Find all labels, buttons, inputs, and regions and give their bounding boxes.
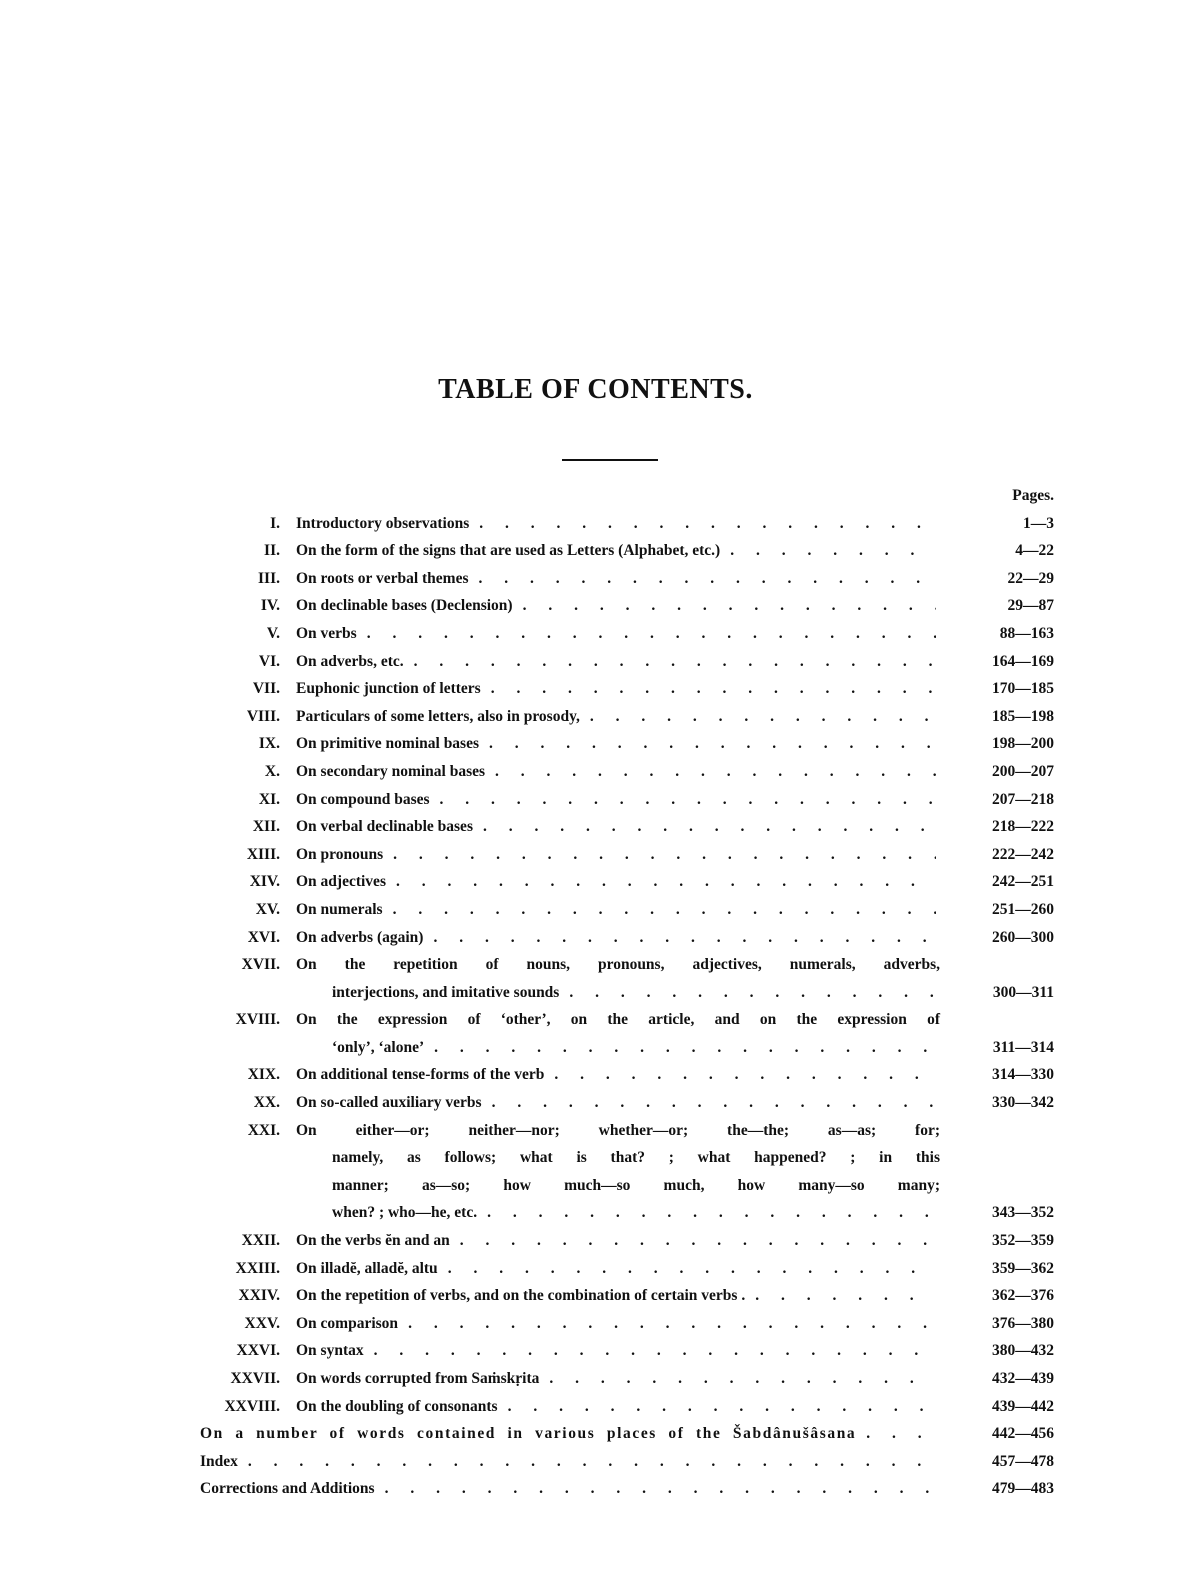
entry-line (296, 730, 1058, 758)
entry-line (296, 1089, 1058, 1117)
entry-body (296, 703, 1058, 731)
entry-line (296, 620, 1058, 648)
entry-body (296, 1061, 1058, 1089)
dot-leader (498, 1393, 936, 1421)
entry-title: Introductory observations (296, 514, 470, 532)
dot-leader (539, 1365, 936, 1393)
chapter-number: VI. (258, 652, 280, 670)
entry-body (296, 592, 1058, 620)
toc-entry[interactable] (200, 1365, 1058, 1393)
page-range: 314—330 (992, 1066, 1054, 1084)
entry-line (296, 592, 1058, 620)
chapter-number: XVI. (247, 928, 280, 946)
page-range: 439—442 (992, 1397, 1054, 1415)
entry-line (296, 537, 1058, 565)
toc-entry[interactable] (200, 648, 1058, 676)
entry-title: On comparison (296, 1314, 399, 1332)
toc-entry[interactable] (200, 565, 1058, 593)
entry-title: On adjectives (296, 873, 386, 891)
pages-column-header: Pages. (1012, 487, 1054, 504)
entry-line (296, 565, 1058, 593)
dot-leader (469, 565, 937, 593)
chapter-number: III. (258, 569, 280, 587)
toc-entry[interactable] (200, 868, 1058, 896)
entry-title: On syntax (296, 1342, 364, 1360)
toc-entry[interactable] (200, 1310, 1058, 1338)
entry-body (200, 1475, 1058, 1503)
toc-rows (200, 510, 1058, 1503)
entry-line (296, 1393, 1058, 1421)
chapter-number: IX. (258, 735, 280, 753)
entry-line (296, 868, 1058, 896)
page-range: 352—359 (992, 1232, 1054, 1250)
entry-title: interjections, and imitative sounds (332, 983, 560, 1001)
page-range: 200—207 (992, 762, 1054, 780)
entry-title: On words corrupted from Saṁskṛita (296, 1370, 540, 1387)
page-range: 260—300 (992, 928, 1054, 946)
entry-line (296, 1310, 1058, 1338)
chapter-number: XXII. (241, 1232, 280, 1250)
chapter-number: XVII. (241, 956, 280, 974)
entry-body (296, 1337, 1058, 1365)
entry-title: ‘only’, ‘alone’ (332, 1038, 425, 1056)
entry-line (200, 1420, 1058, 1448)
entry-body (296, 924, 1058, 952)
chapter-number: XV. (255, 900, 280, 918)
toc-entry[interactable] (200, 1282, 1058, 1310)
entry-title: namely, as follows; what is that? ; what happened? ; in this (332, 1149, 940, 1167)
dot-leader (473, 813, 936, 841)
entry-body (296, 565, 1058, 593)
chapter-number: XII. (252, 818, 280, 836)
chapter-number: XXVII. (230, 1370, 280, 1387)
entry-title: manner; as—so; how much—so much, how many—so many; (332, 1176, 940, 1194)
chapter-number: VII. (252, 680, 280, 698)
dot-leader (430, 786, 936, 814)
entry-title: Euphonic junction of letters (296, 680, 481, 698)
entry-line (296, 951, 1058, 979)
entry-title: On adverbs (again) (296, 928, 424, 946)
entry-title: Particulars of some letters, also in prosody, (296, 707, 580, 725)
entry-title: On the form of the signs that are used as Letters (Alphabet, etc.) (296, 542, 721, 560)
chapter-number: XXIII. (235, 1259, 280, 1277)
page-range: 362—376 (992, 1287, 1054, 1305)
entry-body (296, 841, 1058, 869)
page-range: 242—251 (992, 873, 1054, 891)
dot-leader (479, 730, 936, 758)
page-range: 442—456 (992, 1425, 1054, 1443)
entry-title: On the doubling of consonants (296, 1397, 498, 1415)
entry-line (296, 1117, 1058, 1145)
entry-title: when? ; who—he, etc. (332, 1204, 478, 1222)
toc-entry[interactable] (200, 786, 1058, 814)
entry-body (296, 786, 1058, 814)
entry-body (296, 730, 1058, 758)
dot-leader (469, 510, 936, 538)
entry-title: On the repetition of verbs, and on the combination of certain verbs . (296, 1287, 746, 1305)
entry-body (296, 1393, 1058, 1421)
page-range: 376—380 (992, 1314, 1054, 1332)
toc-entry[interactable] (200, 703, 1058, 731)
page-range: 359—362 (992, 1259, 1054, 1277)
entry-line (296, 896, 1058, 924)
page-range: 22—29 (1007, 569, 1054, 587)
toc-entry[interactable] (200, 620, 1058, 648)
chapter-number: X. (264, 762, 280, 780)
entry-line (296, 675, 1058, 703)
entry-body (296, 1117, 1058, 1227)
entry-body (200, 1448, 1058, 1476)
entry-body (296, 1365, 1058, 1393)
entry-line (296, 510, 1058, 538)
page-range: 164—169 (992, 652, 1054, 670)
page-range: 218—222 (992, 818, 1054, 836)
chapter-number: XIV. (249, 873, 280, 891)
chapter-number: XXIV. (238, 1287, 280, 1305)
entry-title: On numerals (296, 900, 383, 918)
chapter-number: XXVIII. (224, 1397, 280, 1415)
entry-line (296, 1199, 1058, 1227)
entry-line (296, 1337, 1058, 1365)
entry-line (296, 1227, 1058, 1255)
entry-body (296, 510, 1058, 538)
page-range: 222—242 (992, 845, 1054, 863)
entry-line (296, 979, 1058, 1007)
chapter-number: XXI. (247, 1121, 280, 1139)
page-range: 88—163 (999, 624, 1054, 642)
entry-line (296, 1144, 1058, 1172)
dot-leader (438, 1255, 936, 1283)
entry-title: On either—or; neither—nor; whether—or; the—the; as—as; for; (296, 1121, 940, 1139)
page-range: 380—432 (992, 1342, 1054, 1360)
dot-leader (580, 703, 936, 731)
toc-entry[interactable] (200, 1061, 1058, 1089)
page-range: 311—314 (992, 1038, 1054, 1056)
entry-title: On the expression of ‘other’, on the article, and on the expression of (296, 1011, 940, 1029)
entry-line (296, 841, 1058, 869)
toc-entry[interactable] (200, 1117, 1058, 1227)
page-range: 432—439 (992, 1370, 1054, 1387)
dot-leader (544, 1061, 936, 1089)
page-range: 4—22 (1015, 542, 1054, 560)
page-range: 343—352 (992, 1204, 1054, 1222)
page-range: 29—87 (1007, 597, 1054, 615)
entry-title: On verbal declinable bases (296, 818, 473, 836)
entry-line (200, 1448, 1058, 1476)
entry-title: On the verbs ĕn and an (296, 1232, 450, 1250)
page-range: 207—218 (992, 790, 1054, 808)
entry-title: On primitive nominal bases (296, 735, 480, 753)
toc-entry[interactable] (200, 1006, 1058, 1061)
dot-leader (513, 592, 936, 620)
chapter-number: XXV. (244, 1314, 280, 1332)
dot-leader (423, 924, 936, 952)
entry-title: On adverbs, etc. (296, 652, 404, 670)
chapter-number: IV. (260, 597, 280, 615)
dot-leader (485, 758, 936, 786)
title-rule (562, 459, 658, 461)
entry-line (296, 1255, 1058, 1283)
dot-leader (856, 1420, 936, 1448)
page-range: 170—185 (992, 680, 1054, 698)
toc-extra-entry[interactable] (200, 1448, 1058, 1476)
entry-line (296, 648, 1058, 676)
toc-entry[interactable] (200, 1393, 1058, 1421)
dot-leader (745, 1282, 936, 1310)
chapter-number: VIII. (246, 707, 280, 725)
entry-line (296, 1061, 1058, 1089)
entry-line (296, 1006, 1058, 1034)
table-of-contents (200, 482, 1058, 1503)
dot-leader (482, 1089, 936, 1117)
toc-entry[interactable] (200, 1227, 1058, 1255)
entry-title: On the repetition of nouns, pronouns, adjectives, numerals, adverbs, (296, 956, 940, 974)
entry-line (296, 758, 1058, 786)
dot-leader (383, 841, 936, 869)
chapter-number: XXVI. (236, 1342, 280, 1360)
entry-title: On pronouns (296, 845, 384, 863)
entry-title: On verbs (296, 624, 357, 642)
dot-leader (398, 1310, 936, 1338)
toc-entry[interactable] (200, 896, 1058, 924)
entry-body (296, 648, 1058, 676)
dot-leader (424, 1034, 936, 1062)
entry-title: On so-called auxiliary verbs (296, 1094, 482, 1112)
entry-body (296, 1227, 1058, 1255)
toc-entry[interactable] (200, 730, 1058, 758)
toc-entry[interactable] (200, 537, 1058, 565)
dot-leader (375, 1475, 936, 1503)
toc-extra-entry[interactable] (200, 1475, 1058, 1503)
toc-entry[interactable] (200, 813, 1058, 841)
chapter-number: I. (270, 514, 280, 532)
entry-body (296, 813, 1058, 841)
entry-title: On compound bases (296, 790, 430, 808)
entry-body (296, 620, 1058, 648)
entry-title: On a number of words contained in various places of the Šabdânušâsana (200, 1425, 857, 1443)
entry-body (296, 758, 1058, 786)
toc-extra-entry[interactable] (200, 1420, 1058, 1448)
entry-line (296, 924, 1058, 952)
entry-body (296, 1282, 1058, 1310)
chapter-number: XIX. (247, 1066, 280, 1084)
page-range: 198—200 (992, 735, 1054, 753)
entry-line (296, 813, 1058, 841)
dot-leader (386, 868, 936, 896)
entry-body (200, 1420, 1058, 1448)
chapter-number: II. (264, 542, 280, 560)
entry-line (200, 1475, 1058, 1503)
entry-title: Corrections and Additions (200, 1480, 375, 1498)
entry-line (296, 1282, 1058, 1310)
page-range: 479—483 (992, 1480, 1054, 1498)
entry-title: Index (200, 1452, 238, 1470)
entry-body (296, 896, 1058, 924)
dot-leader (364, 1337, 936, 1365)
entry-body (296, 1255, 1058, 1283)
toc-entry[interactable] (200, 841, 1058, 869)
toc-entry[interactable] (200, 924, 1058, 952)
entry-body (296, 675, 1058, 703)
entry-title: On roots or verbal themes (296, 569, 469, 587)
page-range: 300—311 (992, 983, 1054, 1001)
entry-line (296, 1172, 1058, 1200)
entry-line (296, 1365, 1058, 1393)
page-range: 457—478 (992, 1452, 1054, 1470)
entry-line (296, 1034, 1058, 1062)
page-range: 185—198 (992, 707, 1054, 725)
dot-leader (238, 1448, 936, 1476)
toc-entry[interactable] (200, 675, 1058, 703)
dot-leader (720, 537, 936, 565)
chapter-number: XI. (258, 790, 280, 808)
dot-leader (477, 1199, 936, 1227)
page-title: TABLE OF CONTENTS. (438, 374, 753, 405)
dot-leader (404, 648, 936, 676)
chapter-number: XVIII. (235, 1011, 280, 1029)
page-range: 1—3 (1023, 514, 1054, 532)
entry-line (296, 703, 1058, 731)
entry-body (296, 1006, 1058, 1061)
chapter-number: XX. (253, 1094, 280, 1112)
entry-title: On secondary nominal bases (296, 762, 486, 780)
toc-entry[interactable] (200, 758, 1058, 786)
toc-entry[interactable] (200, 1337, 1058, 1365)
chapter-number: XIII. (246, 845, 280, 863)
entry-body (296, 868, 1058, 896)
toc-entry[interactable] (200, 951, 1058, 1006)
dot-leader (559, 979, 936, 1007)
toc-entry[interactable] (200, 1255, 1058, 1283)
dot-leader (481, 675, 936, 703)
toc-entry[interactable] (200, 510, 1058, 538)
page-range: 251—260 (992, 900, 1054, 918)
entry-body (296, 1089, 1058, 1117)
dot-leader (357, 620, 936, 648)
entry-title: On illadĕ, alladĕ, altu (296, 1259, 438, 1277)
entry-body (296, 1310, 1058, 1338)
toc-entry[interactable] (200, 1089, 1058, 1117)
entry-body (296, 951, 1058, 1006)
chapter-number: V. (266, 624, 280, 642)
entry-title: On additional tense-forms of the verb (296, 1066, 545, 1084)
dot-leader (383, 896, 936, 924)
dot-leader (450, 1227, 936, 1255)
entry-body (296, 537, 1058, 565)
entry-title: On declinable bases (Declension) (296, 597, 513, 615)
toc-entry[interactable] (200, 592, 1058, 620)
page-range: 330—342 (992, 1094, 1054, 1112)
entry-line (296, 786, 1058, 814)
